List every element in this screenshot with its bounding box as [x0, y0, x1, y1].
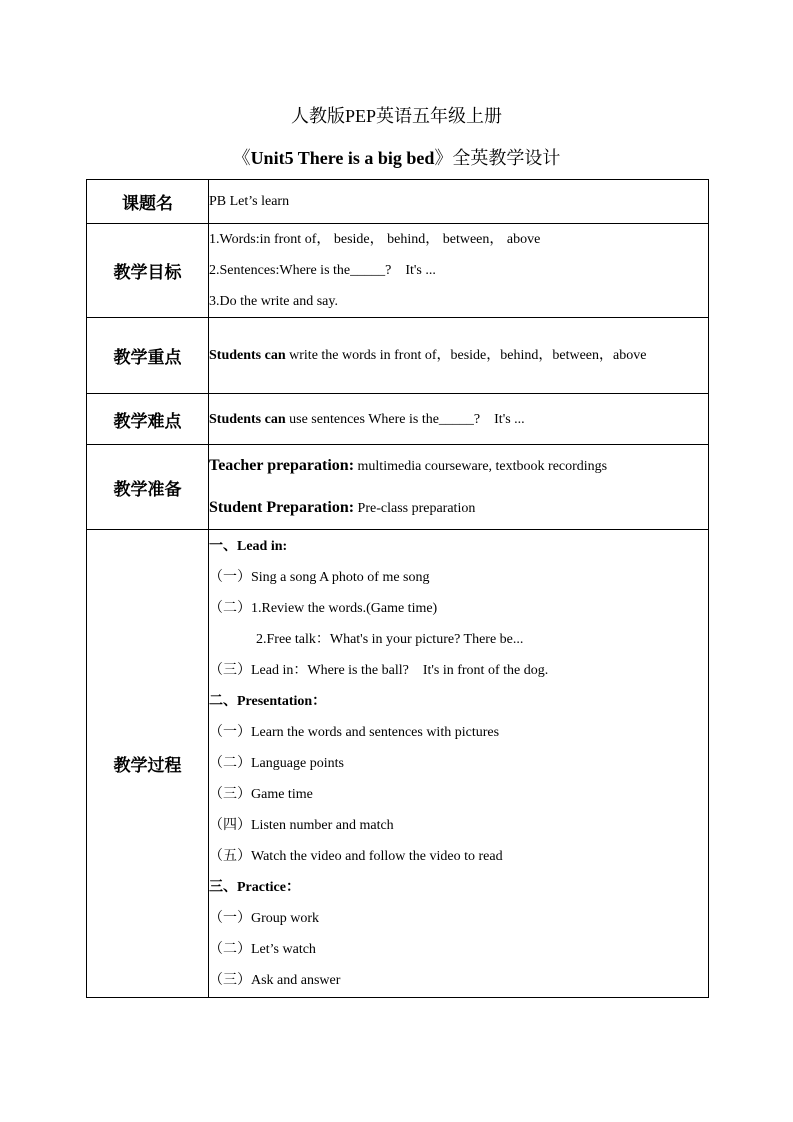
document-title: 人教版PEP英语五年级上册	[290, 106, 502, 126]
process-step: （二）Language points	[209, 756, 344, 771]
label-process: 教学过程	[87, 530, 209, 998]
key-points-text	[209, 340, 708, 371]
subtitle-suffix: 》全英教学设计	[434, 148, 561, 168]
difficulties-cell	[209, 394, 709, 445]
student-preparation	[209, 487, 708, 529]
row-objectives	[87, 224, 709, 318]
label-objectives: 教学目标	[87, 224, 209, 318]
teacher-preparation	[209, 445, 708, 487]
teacher-preparation-text: multimedia courseware, textbook recordings	[354, 459, 608, 474]
section-lead-in-heading: 一、Lead in:	[209, 539, 288, 554]
key-points-lead: Students can	[209, 348, 286, 363]
subtitle-unit: Unit5 There is a big bed	[250, 148, 435, 168]
row-topic	[87, 180, 709, 224]
process-step: （二）1.Review the words.(Game time)	[209, 601, 438, 616]
preparation-cell	[209, 445, 709, 530]
process-step: （五）Watch the video and follow the video to read	[209, 849, 503, 864]
row-key-points	[87, 318, 709, 394]
student-preparation-text: Pre-class preparation	[354, 501, 476, 516]
objectives-cell	[209, 224, 709, 318]
student-preparation-lead: Student Preparation:	[209, 499, 355, 516]
process-step: （一）Learn the words and sentences with pictures	[209, 725, 500, 740]
difficulties-body: use sentences Where is the_____? It's ...	[285, 411, 525, 427]
process-substep: 2.Free talk：What's in your picture? There be...	[256, 632, 524, 647]
row-difficulties	[87, 394, 709, 445]
lesson-plan-table	[86, 179, 709, 998]
section-practice-heading: 三、Practice：	[209, 880, 300, 895]
process-step: （一）Group work	[209, 911, 320, 926]
process-step: （一）Sing a song A photo of me song	[209, 570, 430, 585]
objective-line: 3.Do the write and say.	[209, 294, 338, 309]
label-difficulties: 教学难点	[87, 394, 209, 445]
label-topic: 课题名	[87, 180, 209, 224]
process-step: （三）Lead in：Where is the ball? It's in front of the dog.	[209, 663, 549, 678]
label-preparation: 教学准备	[87, 445, 209, 530]
section-presentation-heading: 二、Presentation：	[209, 694, 327, 709]
process-step: （二）Let’s watch	[209, 942, 316, 957]
key-points-cell	[209, 318, 709, 394]
process-step: （四）Listen number and match	[209, 818, 394, 833]
teacher-preparation-lead: Teacher preparation:	[209, 457, 355, 474]
label-key-points: 教学重点	[87, 318, 209, 394]
document-subtitle	[0, 146, 793, 170]
topic-value: PB Let’s learn	[209, 180, 709, 224]
objective-line: 1.Words:in front of， beside， behind， between， above	[209, 232, 541, 247]
process-cell	[209, 530, 709, 998]
row-process	[87, 530, 709, 998]
key-points-body: write the words in front of，beside，behind，between，above	[285, 348, 647, 363]
difficulties-lead: Students can	[209, 411, 286, 427]
subtitle-prefix: 《	[232, 148, 251, 168]
objective-line: 2.Sentences:Where is the_____? It's ...	[209, 263, 436, 278]
process-step: （三）Game time	[209, 787, 313, 802]
process-step: （三）Ask and answer	[209, 973, 341, 988]
row-preparation	[87, 445, 709, 530]
difficulties-text	[209, 404, 708, 435]
